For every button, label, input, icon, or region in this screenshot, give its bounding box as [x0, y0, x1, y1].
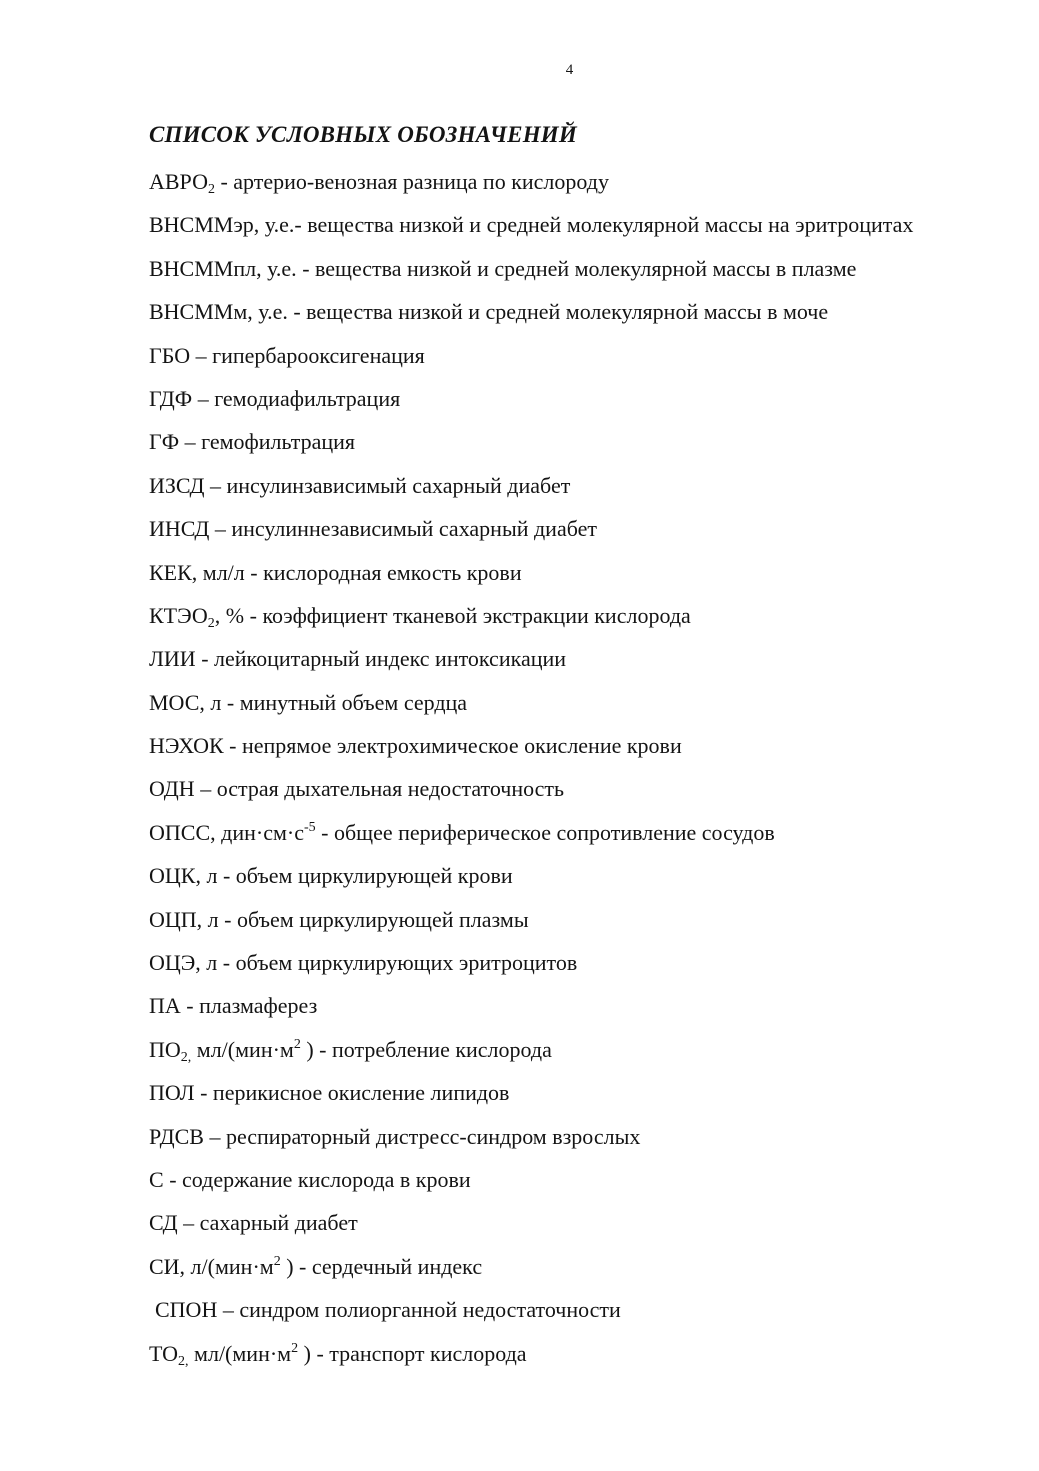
- abbreviation-definition: - вещества низкой и средней молекулярной массы на эритроцитах: [294, 212, 914, 238]
- abbreviation-item: [149, 941, 1019, 984]
- abbreviation-item: [149, 1071, 1019, 1114]
- abbreviation-term: ЛИИ: [149, 646, 196, 672]
- abbreviation-term: ГДФ: [149, 385, 193, 411]
- abbreviation-definition: - сердечный индекс: [293, 1253, 483, 1279]
- abbreviation-item: [149, 377, 1019, 420]
- abbreviation-item: [149, 1201, 1019, 1244]
- abbreviation-definition: – гемофильтрация: [179, 429, 356, 455]
- abbreviation-item: [149, 1288, 1019, 1331]
- abbreviation-definition: - артерио-венозная разница по кислороду: [214, 169, 609, 194]
- abbreviation-item: [149, 203, 1019, 246]
- abbreviation-item: [149, 1158, 1019, 1201]
- abbreviation-definition: - транспорт кислорода: [310, 1340, 527, 1366]
- page-number: 4: [565, 62, 574, 78]
- abbreviation-definition: - объем циркулирующей крови: [217, 863, 513, 889]
- abbreviation-term: ТО: [149, 1340, 179, 1366]
- abbreviation-definition: - непрямое электрохимическое окисление крови: [223, 733, 682, 759]
- abbreviation-definition: - общее периферическое сопротивление сосудов: [315, 819, 775, 845]
- abbreviation-definition: - кислородная емкость крови: [244, 559, 522, 585]
- abbreviation-item: [149, 1115, 1019, 1158]
- abbreviation-term: СД: [149, 1210, 178, 1236]
- abbreviation-term: ПОЛ: [149, 1080, 195, 1106]
- abbreviation-definition: - содержание кислорода в крови: [163, 1166, 471, 1192]
- abbreviation-definition: – гипербарооксигенация: [190, 342, 425, 368]
- abbreviation-item: [149, 334, 1019, 377]
- abbreviation-term: ИЗСД: [149, 472, 205, 498]
- abbreviation-item: [149, 767, 1019, 810]
- abbreviation-item: [149, 637, 1019, 680]
- abbreviation-term: СПОН: [155, 1297, 218, 1323]
- abbreviation-item: [149, 247, 1019, 290]
- abbreviation-definition: - потребление кислорода: [313, 1036, 552, 1062]
- abbreviation-superscript: 2: [291, 1340, 299, 1356]
- abbreviation-item: [149, 724, 1019, 767]
- abbreviation-item: [149, 420, 1019, 463]
- abbreviation-item: [149, 984, 1019, 1027]
- abbreviation-definition: - вещества низкой и средней молекулярной массы в моче: [287, 299, 829, 325]
- abbreviation-definition: - лейкоцитарный индекс интоксикации: [195, 646, 567, 672]
- abbreviation-term: ОЦЭ, л: [149, 950, 218, 976]
- abbreviation-subscript: 2,: [178, 1353, 189, 1369]
- abbreviation-item: [149, 160, 1019, 203]
- page-title: СПИСОК УСЛОВНЫХ ОБОЗНАЧЕНИЙ: [149, 122, 577, 147]
- abbreviation-term: ПО: [149, 1036, 181, 1062]
- abbreviation-superscript: -5: [303, 819, 316, 835]
- abbreviation-term: ГФ: [149, 429, 180, 455]
- abbreviation-definition: – синдром полиорганной недостаточности: [217, 1297, 621, 1323]
- abbreviation-term: КЕК, мл/л: [149, 559, 245, 585]
- abbreviation-superscript: 2: [293, 1036, 301, 1052]
- abbreviation-item: [149, 464, 1019, 507]
- abbreviation-unit: , %: [214, 602, 245, 628]
- abbreviation-list: [149, 160, 1019, 1375]
- abbreviation-definition: - минутный объем сердца: [221, 689, 468, 715]
- abbreviation-term: ВНСММэр, у.е.: [149, 212, 295, 238]
- abbreviation-item: [149, 1332, 1019, 1375]
- abbreviation-term: АВРО: [149, 169, 208, 194]
- abbreviation-item: [149, 854, 1019, 897]
- abbreviation-definition: - коэффициент тканевой экстракции кислорода: [244, 602, 691, 628]
- abbreviation-item: [149, 551, 1019, 594]
- abbreviation-item: [149, 290, 1019, 333]
- abbreviation-definition: - перикисное окисление липидов: [194, 1080, 510, 1106]
- abbreviation-item: [149, 681, 1019, 724]
- abbreviation-term: ГБО: [149, 342, 191, 368]
- abbreviation-term: СИ, л/(мин·м: [149, 1253, 274, 1279]
- abbreviation-definition: - объем циркулирующих эритроцитов: [217, 950, 578, 976]
- abbreviation-term: ОПСС, дин·см·с: [149, 819, 304, 845]
- abbreviation-term: ОЦК, л: [149, 863, 218, 889]
- abbreviation-unit-close: ): [298, 1340, 311, 1366]
- abbreviation-definition: – респираторный дистресс-синдром взрослых: [203, 1123, 641, 1149]
- abbreviation-superscript: 2: [273, 1253, 281, 1269]
- abbreviation-unit-close: ): [300, 1036, 314, 1062]
- abbreviation-item: [149, 1028, 1019, 1071]
- abbreviation-term: С: [149, 1166, 164, 1192]
- abbreviation-item: [149, 898, 1019, 941]
- abbreviation-definition: – сахарный диабет: [177, 1210, 358, 1236]
- abbreviation-term: РДСВ: [149, 1123, 204, 1149]
- abbreviation-term: НЭХОК: [149, 733, 224, 759]
- abbreviation-definition: – гемодиафильтрация: [192, 385, 401, 411]
- abbreviation-unit: мл/(мин·м: [188, 1340, 292, 1366]
- abbreviation-item: [149, 1245, 1019, 1288]
- abbreviation-item: [149, 507, 1019, 550]
- abbreviation-term: ОДН: [149, 776, 195, 802]
- abbreviation-subscript: 2,: [180, 1049, 192, 1065]
- abbreviation-item: [149, 811, 1019, 854]
- abbreviation-definition: - объем циркулирующей плазмы: [218, 906, 529, 932]
- abbreviation-item: [149, 594, 1019, 637]
- abbreviation-unit: мл/(мин·м: [191, 1036, 294, 1062]
- abbreviation-term: ОЦП, л: [149, 906, 219, 932]
- abbreviation-term: МОС, л: [149, 689, 222, 715]
- abbreviation-definition: - плазмаферез: [180, 993, 318, 1019]
- abbreviation-definition: - вещества низкой и средней молекулярной массы в плазме: [296, 255, 857, 281]
- abbreviation-definition: – острая дыхательная недостаточность: [194, 776, 565, 802]
- abbreviation-subscript: 2: [207, 615, 215, 631]
- abbreviation-definition: – инсулинзависимый сахарный диабет: [204, 472, 571, 498]
- abbreviation-term: ПА: [149, 993, 181, 1019]
- abbreviation-term: ВНСММпл, у.е.: [149, 255, 297, 281]
- abbreviation-term: КТЭО: [149, 602, 208, 628]
- abbreviation-subscript: 2: [207, 182, 215, 197]
- abbreviation-term: ИНСД: [149, 516, 210, 542]
- abbreviation-definition: – инсулиннезависимый сахарный диабет: [209, 516, 598, 542]
- abbreviation-term: ВНСММм, у.е.: [149, 299, 288, 325]
- abbreviation-unit-close: ): [280, 1253, 294, 1279]
